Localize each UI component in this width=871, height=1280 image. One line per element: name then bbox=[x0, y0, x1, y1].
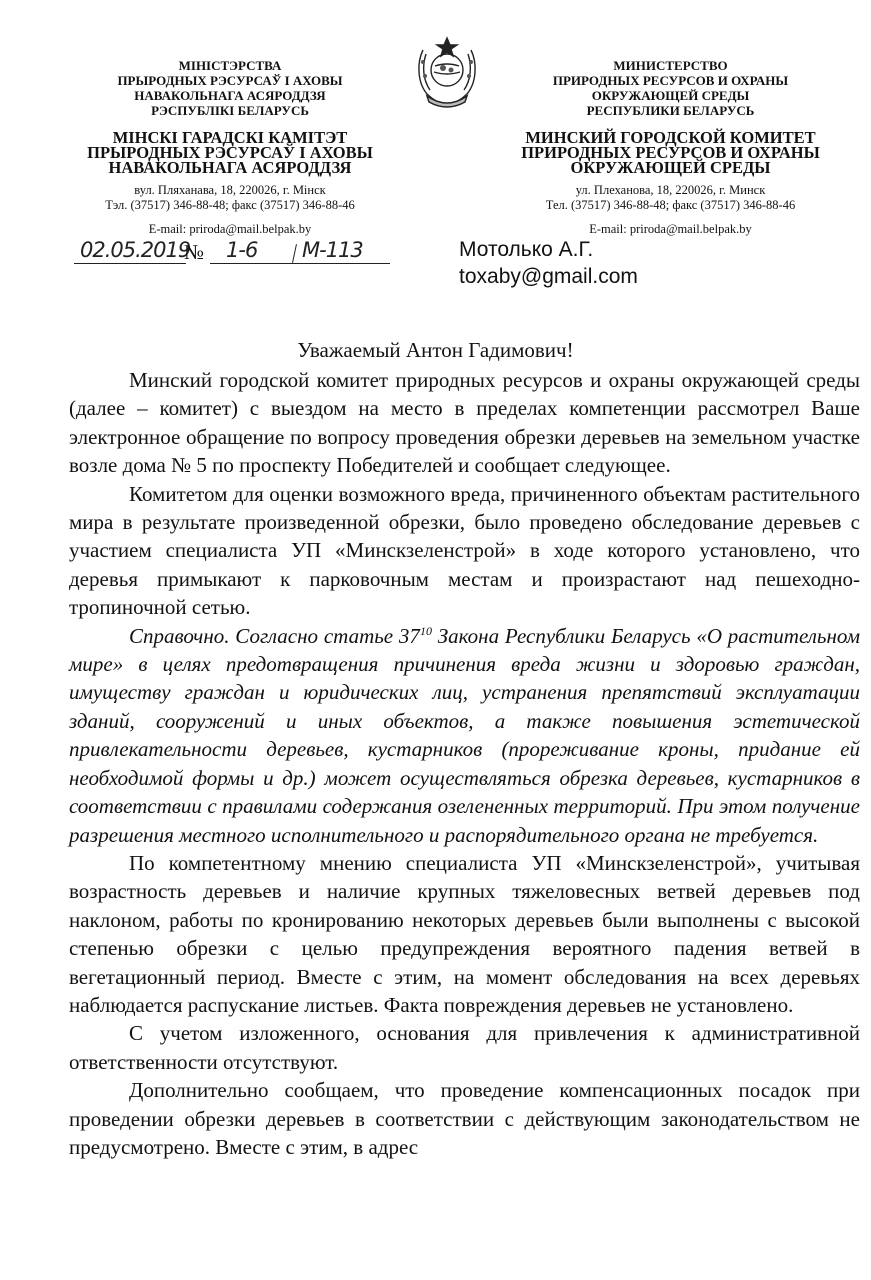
handwritten-date: 02.05.2019 bbox=[80, 238, 191, 262]
paragraph: Дополнительно сообщаем, что проведение компенсационных посадок при проведении обрезки деревьев в соответствии с действующим законодательством не предусмотрено. Вместе с этим, в адрес bbox=[69, 1078, 860, 1159]
recipient-name: Мотолько А.Г. bbox=[459, 238, 594, 261]
address-line: ул. Плеханова, 18, 220026, г. Минск bbox=[575, 183, 766, 197]
ministry-line: РЕСПУБЛИКИ БЕЛАРУСЬ bbox=[586, 103, 755, 118]
address-line: вул. Пляханава, 18, 220026, г. Мінск bbox=[134, 183, 326, 197]
date-underline bbox=[74, 263, 186, 264]
salutation: Уважаемый Антон Гадимович! bbox=[297, 338, 574, 362]
ministry-line: ПРЫРОДНЫХ РЭСУРСАЎ І АХОВЫ bbox=[117, 73, 343, 88]
phone-line: Тел. (37517) 346-88-48; факс (37517) 346-88-46 bbox=[545, 198, 796, 212]
paragraph-text: Закона Республики Беларусь «О растительном мире» в целях предотвращения причинения вреда жизни и здоровью граждан, имуществу граждан и юридических лиц, устранения препятствий эксплуатации зданий, сооружений и иных объектов, а также повышения эстетической привлекательности деревьев, кустарников (прореживание кроны, придание ей необходимой формы и др.) может осуществляться обрезка деревьев, кустарников в соответствии с правилами содержания озелененных территорий. При этом получение разрешения местного исполнительного и распорядительного органа не требуется. bbox=[69, 623, 860, 847]
number-sign: № bbox=[184, 240, 205, 264]
committee-name-by bbox=[60, 130, 400, 175]
ministry-line: МИНИСТЕРСТВО bbox=[613, 58, 728, 73]
committee-line: ПРЫРОДНЫХ РЭСУРСАЎ І АХОВЫ bbox=[87, 143, 373, 162]
ministry-line: НАВАКОЛЬНАГА АСЯРОДДЗЯ bbox=[134, 88, 326, 103]
paragraph: С учетом изложенного, основания для привлечения к административной ответственности отсутствуют. bbox=[69, 1021, 860, 1074]
ministry-line: РЭСПУБЛІКІ БЕЛАРУСЬ bbox=[151, 103, 309, 118]
number-separator bbox=[292, 244, 297, 263]
email-ru: E-mail: priroda@mail.belpak.by bbox=[589, 222, 752, 236]
paragraph: По компетентному мнению специалиста УП «Минскзеленстрой», учитывая возрастность деревьев и наличие крупных тяжеловесных ветвей деревьев под наклоном, работы по кронированию некоторых деревьев были выполнены с высокой степенью обрезки с целью предупреждения вероятного падения ветвей в вегетационный период. Вместе с этим, на момент обследования на всех деревьях наблюдается распускание листьев. Факта повреждения деревьев не установлено. bbox=[69, 850, 860, 1017]
letterhead-belarusian bbox=[60, 58, 400, 236]
committee-line: ПРИРОДНЫХ РЕСУРСОВ И ОХРАНЫ bbox=[521, 143, 820, 162]
ministry-name-ru bbox=[478, 58, 863, 118]
reference-line bbox=[74, 238, 394, 268]
committee-line: МІНСКІ ГАРАДСКІ КАМІТЭТ bbox=[112, 128, 348, 147]
recipient-block bbox=[459, 236, 638, 290]
recipient-email: toxaby@gmail.com bbox=[459, 265, 638, 288]
committee-name-ru bbox=[478, 130, 863, 175]
address-by bbox=[60, 183, 400, 213]
article-superscript: 10 bbox=[419, 623, 432, 638]
committee-line: НАВАКОЛЬНАГА АСЯРОДДЗЯ bbox=[108, 158, 352, 177]
handwritten-number-part2: М-113 bbox=[302, 238, 363, 262]
number-underline bbox=[210, 263, 390, 264]
email-by: E-mail: priroda@mail.belpak.by bbox=[148, 222, 312, 236]
letter-body bbox=[69, 366, 860, 1161]
reference-paragraph bbox=[69, 622, 860, 849]
committee-line: ОКРУЖАЮЩЕЙ СРЕДЫ bbox=[570, 158, 771, 177]
state-emblem-icon bbox=[413, 32, 481, 110]
address-ru bbox=[478, 183, 863, 213]
paragraph: Комитетом для оценки возможного вреда, причиненного объектам растительного мира в результате произведенной обрезки, было проведено обследование деревьев с участием специалиста УП «Минскзеленстрой» в ходе которого установлено, что деревья примыкают к парковочным местам и произрастают над пешеходно-тропиночной сетью. bbox=[69, 481, 860, 620]
ministry-line: МІНІСТЭРСТВА bbox=[178, 58, 282, 73]
letterhead-russian bbox=[478, 58, 863, 236]
paragraph: Минский городской комитет природных ресурсов и охраны окружающей среды (далее – комитет) с выездом на место в пределах компетенции рассмотрел Ваше электронное обращение по вопросу проведения обрезки деревьев на земельном участке возле дома № 5 по проспекту Победителей и сообщает следующее. bbox=[69, 368, 860, 478]
handwritten-number-part1: 1-6 bbox=[226, 238, 258, 262]
ministry-name-by bbox=[60, 58, 400, 118]
committee-line: МИНСКИЙ ГОРОДСКОЙ КОМИТЕТ bbox=[525, 128, 816, 147]
paragraph-text: Справочно. Согласно статье 37 bbox=[129, 623, 420, 648]
ministry-line: ОКРУЖАЮЩЕЙ СРЕДЫ bbox=[591, 88, 750, 103]
ministry-line: ПРИРОДНЫХ РЕСУРСОВ И ОХРАНЫ bbox=[552, 73, 789, 88]
phone-line: Тэл. (37517) 346-88-48; факс (37517) 346-88-46 bbox=[105, 198, 355, 212]
